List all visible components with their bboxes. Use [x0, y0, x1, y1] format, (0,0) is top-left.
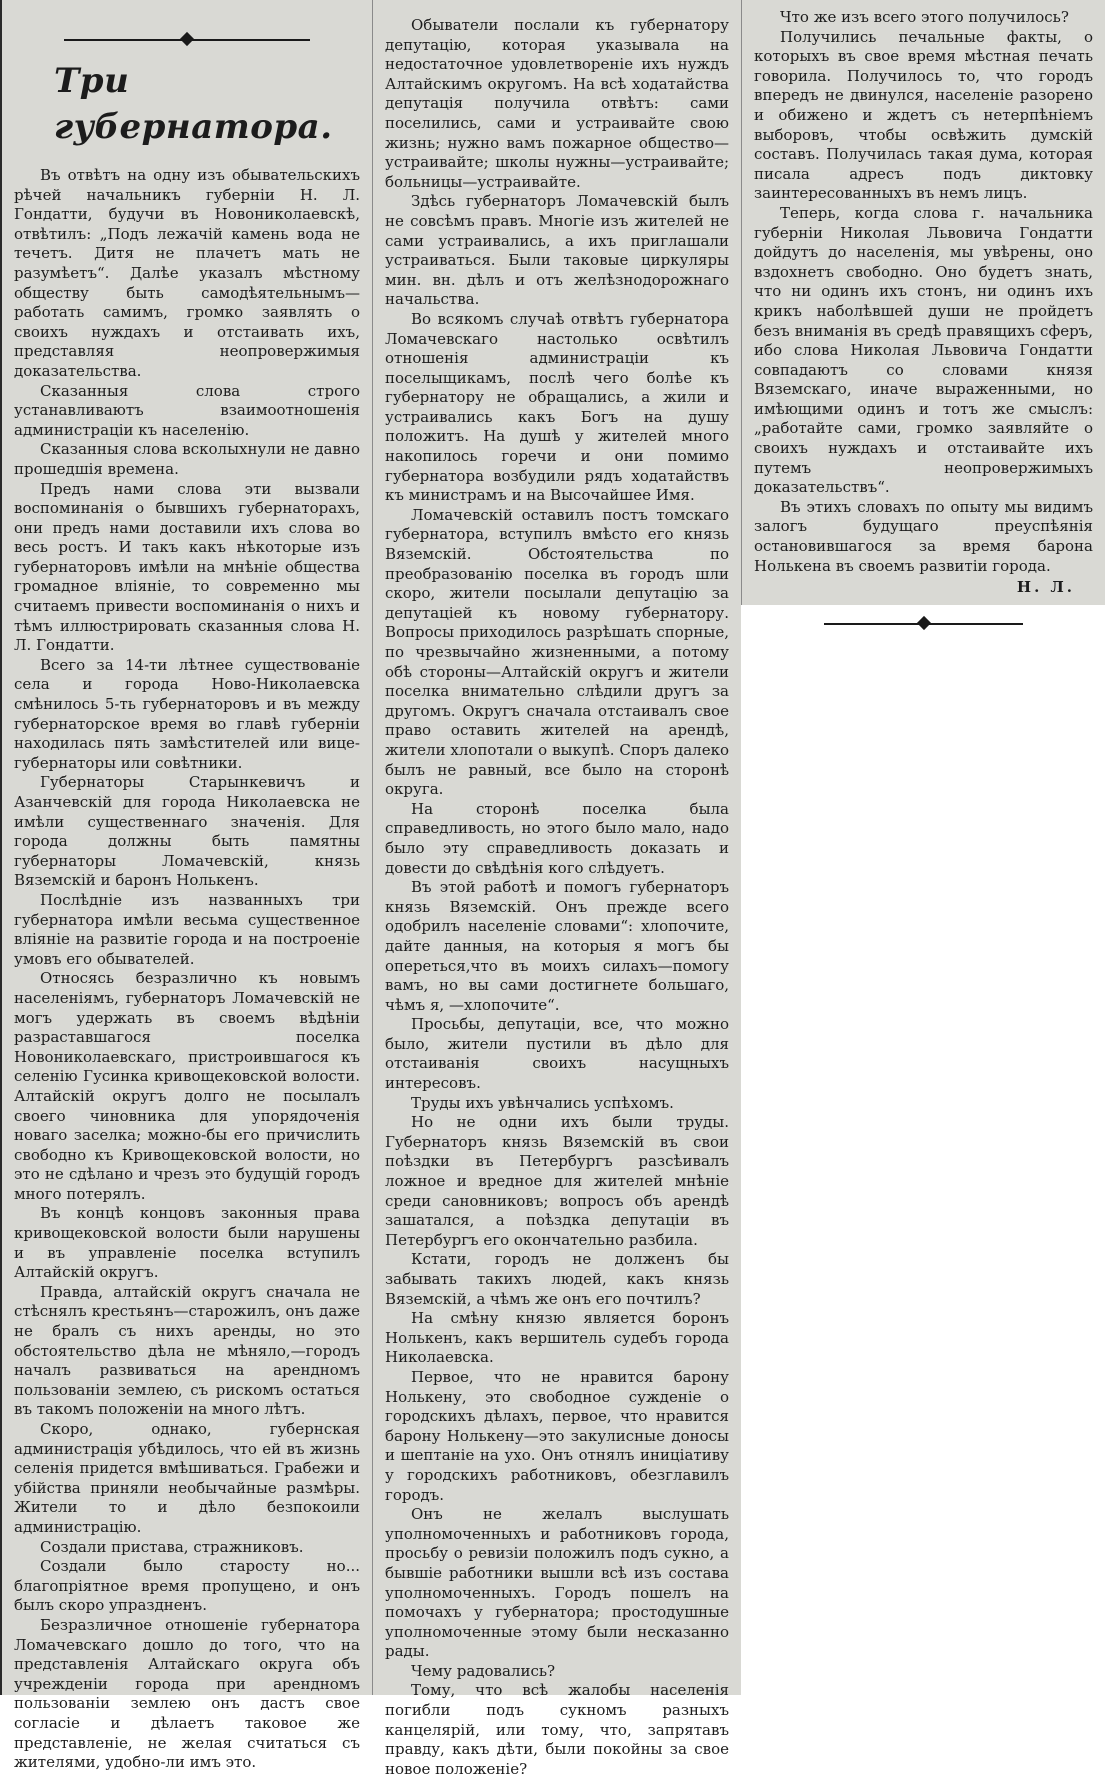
paragraph: Труды ихъ увѣнчались успѣхомъ. [411, 1093, 674, 1112]
top-ornamental-rule [64, 28, 310, 50]
paragraph: Тому, что всѣ жалобы населенія погибли подъ сукномъ разныхъ канцелярій, или тому, что, запрятавъ правду, какъ дѣти, были покойны за свое новое положеніе? [385, 1681, 729, 1778]
column-3 [741, 0, 1105, 605]
paragraph: Получились печальные факты, о которыхъ въ свое время мѣстная печать говорила. Получилось то, что городъ впередъ не двинулся, населеніе разорено и обижено и ждетъ съ нетерпѣніемъ выборовъ, чтобы освѣжить думскій составъ. Получилась такая дума, которая писала адресъ подъ диктовку заинтересованныхъ въ немъ лицъ. [754, 27, 1093, 203]
paragraph: Кстати, городъ не долженъ бы забывать такихъ людей, какъ князь Вяземскій, а чѣмъ же онъ его почтилъ? [385, 1250, 729, 1308]
paragraph: Но не одни ихъ были труды. Губернаторъ князь Вяземскій въ свои поѣздки въ Петербургъ разсѣивалъ ложное и вредное для жителей мнѣніе среди сановниковъ; вопросъ объ арендѣ зашатался, а поѣздка депутаціи въ Петербургъ его окончательно разбила. [385, 1113, 729, 1249]
author-signature: Н. Л. [1016, 578, 1075, 597]
column-1 [0, 0, 372, 1772]
article-title: Три губернатора. [54, 61, 333, 147]
paragraph: Просьбы, депутаціи, все, что можно было, жители пустили въ дѣло для отстаиванія своихъ насущныхъ интересовъ. [385, 1015, 729, 1093]
paragraph: Относясь безразлично къ новымъ населеніямъ, губернаторъ Ломачевскій не могъ удержать въ своемъ вѣдѣніи разраставшагося поселка Новониколаевскаго, пристроившагося къ селенію Гусинка кривощековской волости. Алтайскій округъ долго не посылалъ своего чиновника для упорядоченія новаго заселка; можно-бы его причислить свободно къ Кривощековской волости, но это не сдѣлано и чрезъ это будущій городъ много потерялъ. [14, 969, 360, 1203]
paragraph: Сказанныя слова всколыхнули не давно прошедшія времена. [14, 440, 360, 478]
paragraph: Всего за 14-ти лѣтнее существованіе села и города Ново-Николаевска смѣнилось 5-ть губернаторовъ и въ между губернаторское время во главѣ губерніи находилась пять замѣстителей или вице-губернаторы или совѣтники. [14, 655, 360, 772]
paragraph: На сторонѣ поселка была справедливость, но этого было мало, надо было эту справедливость доказать и довести до свѣдѣнія кого слѣдуетъ. [385, 799, 729, 877]
paragraph: Создали пристава, стражниковъ. [40, 1537, 304, 1556]
paragraph: Ломачевскій оставилъ постъ томскаго губернатора, вступилъ вмѣсто его князь Вяземскій. Обстоятельства по преобразованію поселка въ городъ шли скоро, жители посылали депутацію за депутаціей къ новому губернатору. Вопросы приходилось разрѣшать спорные, по чрезвычайно жизненными, а потому обѣ стороны—Алтайскій округъ и жители поселка внимательно слѣдили другъ за другомъ. Округъ сначала отстаивалъ свое право оставить жителей на арендѣ, жители хлопотали о выкупѣ. Споръ далеко былъ не равный, все было на сторонѣ округа. [385, 505, 729, 799]
paragraph: Безразличное отношеніе губернатора Ломачевскаго дошло до того, что на представленія Алтайскаго округа объ учрежденіи города при арендномъ пользованіи землею онъ дастъ свое согласіе и дѣлаетъ таковое же представленіе, не желая считаться съ жителями, удобно-ли имъ это. [14, 1615, 360, 1772]
paragraph: Во всякомъ случаѣ отвѣтъ губернатора Ломачевскаго настолько освѣтилъ отношенія администраціи къ поселыщикамъ, послѣ чего болѣе къ губернатору не обращались, а жили и устраивались какъ Богъ на душу положитъ. На душѣ у жителей много накопилось горечи и они помимо губернатора возбудили рядъ ходатайствъ къ министрамъ и на Высочайшее Имя. [385, 309, 729, 505]
paragraph: Теперь, когда слова г. начальника губерніи Николая Львовича Гондатти дойдутъ до населенія, мы увѣрены, оно вздохнетъ свободно. Оно будетъ знать, что ни одинъ ихъ стонъ, ни одинъ ихъ крикъ наболѣвшей души не пройдетъ безъ вниманія въ средѣ правящихъ сферъ, ибо слова Николая Львовича Гондатти совпадаютъ со словами князя Вяземскаго, иначе выраженными, но имѣющими одинъ и тотъ же смыслъ: „работайте сами, громко заявляйте о своихъ нуждахъ и отстаивайте ихъ путемъ неопровержимыхъ доказательствъ“. [754, 203, 1093, 497]
paragraph: Создали было старосту но... благопріятное время пропущено, и онъ былъ скоро упраздненъ. [14, 1557, 360, 1615]
paragraph: Въ концѣ концовъ законныя права кривощековской волости были нарушены и въ управленіе поселка вступилъ Алтайскій округъ. [14, 1204, 360, 1282]
paragraph: Сказанныя слова строго устанавливаютъ взаимоотношенія администраціи къ населенію. [14, 381, 360, 439]
paragraph: Онъ не желалъ выслушать уполномоченныхъ и работниковъ города, просьбу о ревизіи положилъ подъ сукно, а бывшіе работники вышли всѣ изъ состава уполномоченныхъ. Городъ пошелъ на помочахъ у губернатора; простодушные уполномоченные этому были несказанно рады. [385, 1505, 729, 1661]
paragraph: Въ отвѣтъ на одну изъ обывательскихъ рѣчей начальникъ губерніи Н. Л. Гондатти, будучи въ Новониколаевскѣ, отвѣтилъ: „Подъ лежачій камень вода не течетъ. Дитя не плачетъ мать не разумѣетъ“. Далѣе указалъ мѣстному обществу быть самодѣятельнымъ—работать самимъ, громко заявлять о своихъ нуждахъ и отстаивать ихъ, представляя неопровержимыя доказательства. [14, 166, 360, 380]
paragraph: Что же изъ всего этого получилось? [780, 8, 1069, 26]
paragraph: Послѣдніе изъ названныхъ три губернатора имѣли весьма существенное вліяніе на развитіе города и на построеніе умовъ его обывателей. [14, 890, 360, 968]
paragraph: Здѣсь губернаторъ Ломачевскій былъ не совсѣмъ правъ. Многіе изъ жителей не сами устраивались, а ихъ приглашали устраиваться. Были таковые циркуляры мин. вн. дѣлъ и отъ желѣзнодорожнаго начальства. [385, 192, 729, 309]
paragraph: Въ этихъ словахъ по опыту мы видимъ залогъ будущаго преуспѣянія остановившагося за время барона Нолькена въ своемъ развитіи города. [754, 497, 1093, 575]
paragraph: Первое, что не нравится барону Нолькену, это свободное сужденіе о городскихъ дѣлахъ, первое, что нравится барону Нолькену—это закулисные доносы и шептаніе на ухо. Онъ отнялъ иниціативу у городскихъ работниковъ, обезглавилъ городъ. [385, 1367, 729, 1504]
diamond-ornament-icon [180, 32, 194, 46]
paragraph: Чему радовались? [411, 1661, 556, 1680]
paragraph: Обыватели послали къ губернатору депутацію, которая указывала на недостаточное удовлетвореніе ихъ нуждъ Алтайскимъ округомъ. На всѣ ходатайства депутація получила отвѣтъ: сами поселились, сами и устраивайте свою жизнь; нужно вамъ пожарное общество—устраивайте; школы нужны—устраивайте; больницы—устраивайте. [385, 16, 729, 191]
diamond-ornament-icon [916, 616, 930, 630]
paragraph: Скоро, однако, губернская администрація убѣдилось, что ей въ жизнь селенія придется вмѣшиваться. Грабежи и убійства приняли необычайные размѣры. Жители то и дѣло безпокоили администрацію. [14, 1420, 360, 1536]
paragraph: Губернаторы Старынкевичъ и Азанчевскій для города Николаевска не имѣли существеннаго значенія. Для города должны быть памятны губернаторы Ломачевскій, князь Вяземскій и баронъ Нолькенъ. [14, 773, 360, 890]
paragraph: Въ этой работѣ и помогъ губернаторъ князь Вяземскій. Онъ прежде всего одобрилъ населеніе словами“: хлопочите, дайте данныя, на которыя я могъ бы опереться,что въ моихъ силахъ—помогу вамъ, но вы сами достигнете большаго, чѣмъ я, —хлопочите“. [385, 878, 729, 1014]
paragraph: Предъ нами слова эти вызвали воспоминанія о бывшихъ губернаторахъ, они предъ нами доставили ихъ слова во весь ростъ. И такъ какъ нѣкоторые изъ губернаторовъ имѣли на мнѣніе общества громадное вліяніе, то современно мы считаемъ привести воспоминанія о нихъ и тѣмъ иллюстрировать сказанныя слова Н. Л. Гондатти. [14, 479, 360, 655]
paragraph: На смѣну князю является боронъ Нолькенъ, какъ вершитель судебъ города Николаевска. [385, 1309, 729, 1367]
column-2 [372, 0, 741, 1778]
paragraph: Правда, алтайскій округъ сначала не стѣснялъ крестьянъ—старожилъ, онъ даже не бралъ съ нихъ аренды, но это обстоятельство дѣла не мѣняло,—городъ началъ развиваться на арендномъ пользованіи землею, съ рискомъ остаться въ такомъ положеніи на много лѣтъ. [14, 1282, 360, 1419]
bottom-ornamental-rule [824, 612, 1023, 634]
